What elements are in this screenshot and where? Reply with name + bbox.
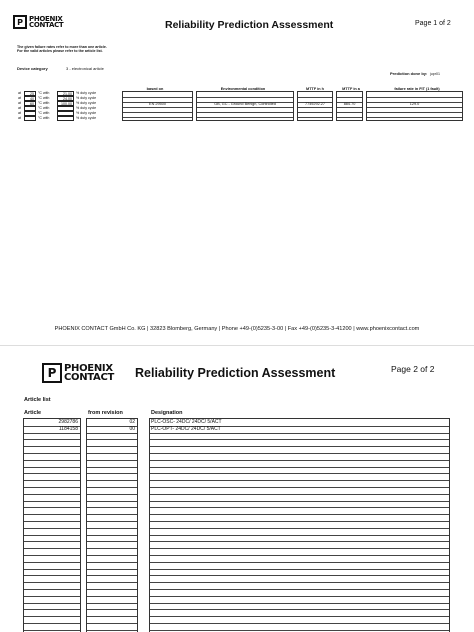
table-row-line — [87, 616, 137, 617]
table-row-line — [150, 616, 449, 617]
col-header-fit: failure rate in FIT (1 fault) — [394, 87, 440, 91]
table-row-line — [150, 473, 449, 474]
table-row-line — [87, 453, 137, 454]
table-row-line — [24, 541, 80, 542]
phoenix-contact-logo — [13, 15, 63, 29]
article-column — [23, 418, 81, 632]
table-row-line — [87, 623, 137, 624]
table-row-line — [24, 473, 80, 474]
table-row-line — [150, 589, 449, 590]
unit-duty: % duty cycle — [76, 91, 97, 95]
table-row-line — [87, 487, 137, 488]
table-row-line — [87, 575, 137, 576]
table-row-line — [24, 460, 80, 461]
table-row-line — [87, 562, 137, 563]
table-row-line — [24, 589, 80, 590]
logo-line-2: CONTACT — [64, 372, 115, 383]
table-row-line — [150, 480, 449, 481]
table-row-line — [24, 616, 80, 617]
designation-cell: PLC-OSC- 24DC/ 24DC/ 5/ACT — [151, 419, 222, 425]
table-row-line — [87, 630, 137, 631]
table-row-line — [87, 589, 137, 590]
logo-line-1: PHOENIX — [29, 14, 63, 23]
table-row-line — [24, 446, 80, 447]
table-row-line — [150, 446, 449, 447]
table-row-line — [24, 596, 80, 597]
row-prefix: at — [18, 101, 21, 105]
table-row-line — [24, 439, 80, 440]
table-row-line — [150, 609, 449, 610]
table-row-line — [87, 528, 137, 529]
unit-with: °C with — [38, 116, 50, 120]
duty-value: 24.00 — [63, 96, 72, 101]
table-row-line — [150, 501, 449, 502]
prediction-done-by-value: jupr01 — [430, 72, 440, 76]
table-row-line — [87, 521, 137, 522]
table-row-line — [150, 528, 449, 529]
table-row-line — [150, 596, 449, 597]
col-header-article: Article — [24, 410, 42, 416]
duty-field[interactable] — [57, 111, 74, 116]
designation-column — [149, 418, 450, 632]
page-title: Reliability Prediction Assessment — [135, 366, 336, 380]
table-row-line — [87, 501, 137, 502]
duty-field[interactable] — [57, 96, 74, 101]
table-row-line — [150, 433, 449, 434]
temp-field[interactable] — [24, 111, 36, 116]
table-row-line — [87, 555, 137, 556]
based-on-value: EN 29500 — [149, 102, 166, 106]
col-header-designation: Designation — [151, 410, 183, 416]
table-row-line — [24, 630, 80, 631]
table-row-line — [150, 487, 449, 488]
table-row-line — [87, 433, 137, 434]
unit-duty: % duty cycle — [76, 116, 97, 120]
unit-duty: % duty cycle — [76, 101, 97, 105]
table-row-line — [87, 582, 137, 583]
table-row-line — [24, 487, 80, 488]
condition-rows — [18, 91, 118, 121]
logo-mark-icon: P — [42, 363, 62, 383]
row-prefix: at — [18, 116, 21, 120]
fit-value: 129.0 — [409, 102, 420, 106]
table-row-line — [150, 460, 449, 461]
logo-line-2: CONTACT — [29, 21, 64, 29]
duty-field[interactable] — [57, 116, 74, 121]
table-row-line — [24, 467, 80, 468]
table-row-line — [150, 603, 449, 604]
table-row-line — [87, 514, 137, 515]
col-header-mttf-h: MTTF in h — [306, 87, 324, 91]
table-row-line — [150, 507, 449, 508]
mttf-h-value: 7749292.27 — [304, 102, 326, 106]
table-row-line — [150, 548, 449, 549]
table-row-line — [87, 541, 137, 542]
table-row-line — [24, 555, 80, 556]
temp-value: 25 — [30, 91, 34, 96]
table-row-line — [87, 480, 137, 481]
table-row-line — [150, 582, 449, 583]
table-row-line — [87, 609, 137, 610]
col-header-revision: from revision — [88, 410, 123, 416]
table-row-line — [24, 514, 80, 515]
temp-value: 40 — [30, 96, 34, 101]
revision-cell: 02 — [129, 419, 135, 425]
unit-with: °C with — [38, 91, 50, 95]
table-row-line — [150, 514, 449, 515]
duty-value: 100.00 — [61, 101, 72, 106]
table-row-line — [150, 569, 449, 570]
col-header-based-on: based on — [146, 87, 164, 91]
table-row-line — [150, 494, 449, 495]
temp-field[interactable] — [24, 106, 36, 111]
mttf-a-value: 884.70 — [343, 102, 356, 106]
logo-line-1: PHOENIX — [64, 363, 113, 374]
duty-field[interactable] — [57, 91, 74, 96]
device-category-value: 3 - electronical article — [66, 66, 104, 71]
environment-value: GB, GC - Ground Benign, Controlled — [214, 102, 276, 106]
col-fit — [366, 91, 463, 121]
table-row-line — [87, 473, 137, 474]
table-row-line — [24, 582, 80, 583]
temp-field[interactable] — [24, 96, 36, 101]
table-row-line — [87, 507, 137, 508]
page-2 — [0, 346, 474, 632]
table-row-line — [24, 575, 80, 576]
phoenix-contact-logo — [42, 363, 114, 383]
table-row-line — [24, 609, 80, 610]
revision-cell: 00 — [129, 425, 135, 432]
table-row-line — [24, 562, 80, 563]
logo-mark-icon: P — [13, 15, 27, 29]
duty-field[interactable] — [57, 106, 74, 111]
designation-cell: PLC-OPT- 24DC/ 24DC/ 5/ACT — [151, 425, 221, 432]
table-row-line — [87, 467, 137, 468]
table-row-line — [87, 569, 137, 570]
table-row-line — [87, 548, 137, 549]
table-row-line — [24, 548, 80, 549]
temp-field[interactable] — [24, 91, 36, 96]
col-mttf-a — [336, 91, 363, 121]
table-row-line — [24, 603, 80, 604]
table-row-line — [87, 460, 137, 461]
duty-value: 21.00 — [63, 91, 72, 96]
col-based-on — [122, 91, 193, 121]
table-row-line — [24, 521, 80, 522]
table-row-line — [150, 623, 449, 624]
article-cell: 2982786 — [58, 419, 78, 425]
table-row-line — [150, 562, 449, 563]
device-category-label: Device category — [17, 66, 48, 71]
table-row-line — [87, 446, 137, 447]
note-line-2: For the valid articles please refer to the article list. — [17, 49, 103, 54]
temp-field[interactable] — [24, 101, 36, 106]
unit-duty: % duty cycle — [76, 96, 97, 100]
col-header-mttf-a: MTTF in a — [342, 87, 360, 91]
table-row-line — [150, 575, 449, 576]
table-row-line — [87, 439, 137, 440]
duty-field[interactable] — [57, 101, 74, 106]
condition-row — [18, 116, 118, 121]
row-prefix: at — [18, 106, 21, 110]
row-prefix: at — [18, 96, 21, 100]
section-label: Article list — [24, 397, 51, 403]
col-header-environment: Environmental condition — [220, 87, 266, 91]
table-row-line — [87, 603, 137, 604]
article-cell: 1184158 — [58, 425, 78, 432]
table-row-line — [150, 555, 449, 556]
table-row-line — [87, 494, 137, 495]
unit-duty: % duty cycle — [76, 111, 97, 115]
table-row-line — [150, 439, 449, 440]
table-row-line — [24, 453, 80, 454]
unit-with: °C with — [38, 106, 50, 110]
table-row-line — [150, 535, 449, 536]
table-row-line — [150, 453, 449, 454]
table-row-line — [24, 569, 80, 570]
unit-with: °C with — [38, 101, 50, 105]
table-row-line — [150, 467, 449, 468]
row-prefix: at — [18, 91, 21, 95]
temp-value: 60 — [30, 101, 34, 106]
note — [17, 45, 107, 53]
row-prefix: at — [18, 111, 21, 115]
table-row-line — [24, 528, 80, 529]
table-row-line — [150, 630, 449, 631]
table-row-line — [24, 535, 80, 536]
page-title: Reliability Prediction Assessment — [165, 19, 334, 31]
col-environment — [196, 91, 294, 121]
table-row-line — [150, 521, 449, 522]
table-row-line — [24, 433, 80, 434]
page-number: Page 1 of 2 — [415, 20, 451, 27]
table-row-line — [150, 541, 449, 542]
table-row-line — [24, 480, 80, 481]
unit-with: °C with — [38, 96, 50, 100]
note-line-1: The given failure rates refer to more than one article. — [17, 45, 107, 49]
table-row-line — [87, 535, 137, 536]
table-row-line — [24, 507, 80, 508]
prediction-done-by-label: Prediction done by: — [390, 71, 428, 76]
table-row-line — [24, 623, 80, 624]
table-row-line — [24, 501, 80, 502]
footer: PHOENIX CONTACT GmbH Co. KG | 32823 Blomberg, Germany | Phone +49-(0)5235-3-00 | Fax +49-(0)5235-3-41200 | www.phoenixcontact.com — [54, 326, 420, 332]
temp-field[interactable] — [24, 116, 36, 121]
revision-column — [86, 418, 138, 632]
unit-duty: % duty cycle — [76, 106, 97, 110]
table-row-line — [24, 494, 80, 495]
page-number: Page 2 of 2 — [391, 364, 435, 374]
col-mttf-h — [297, 91, 333, 121]
unit-with: °C with — [38, 111, 50, 115]
table-row-line — [87, 596, 137, 597]
